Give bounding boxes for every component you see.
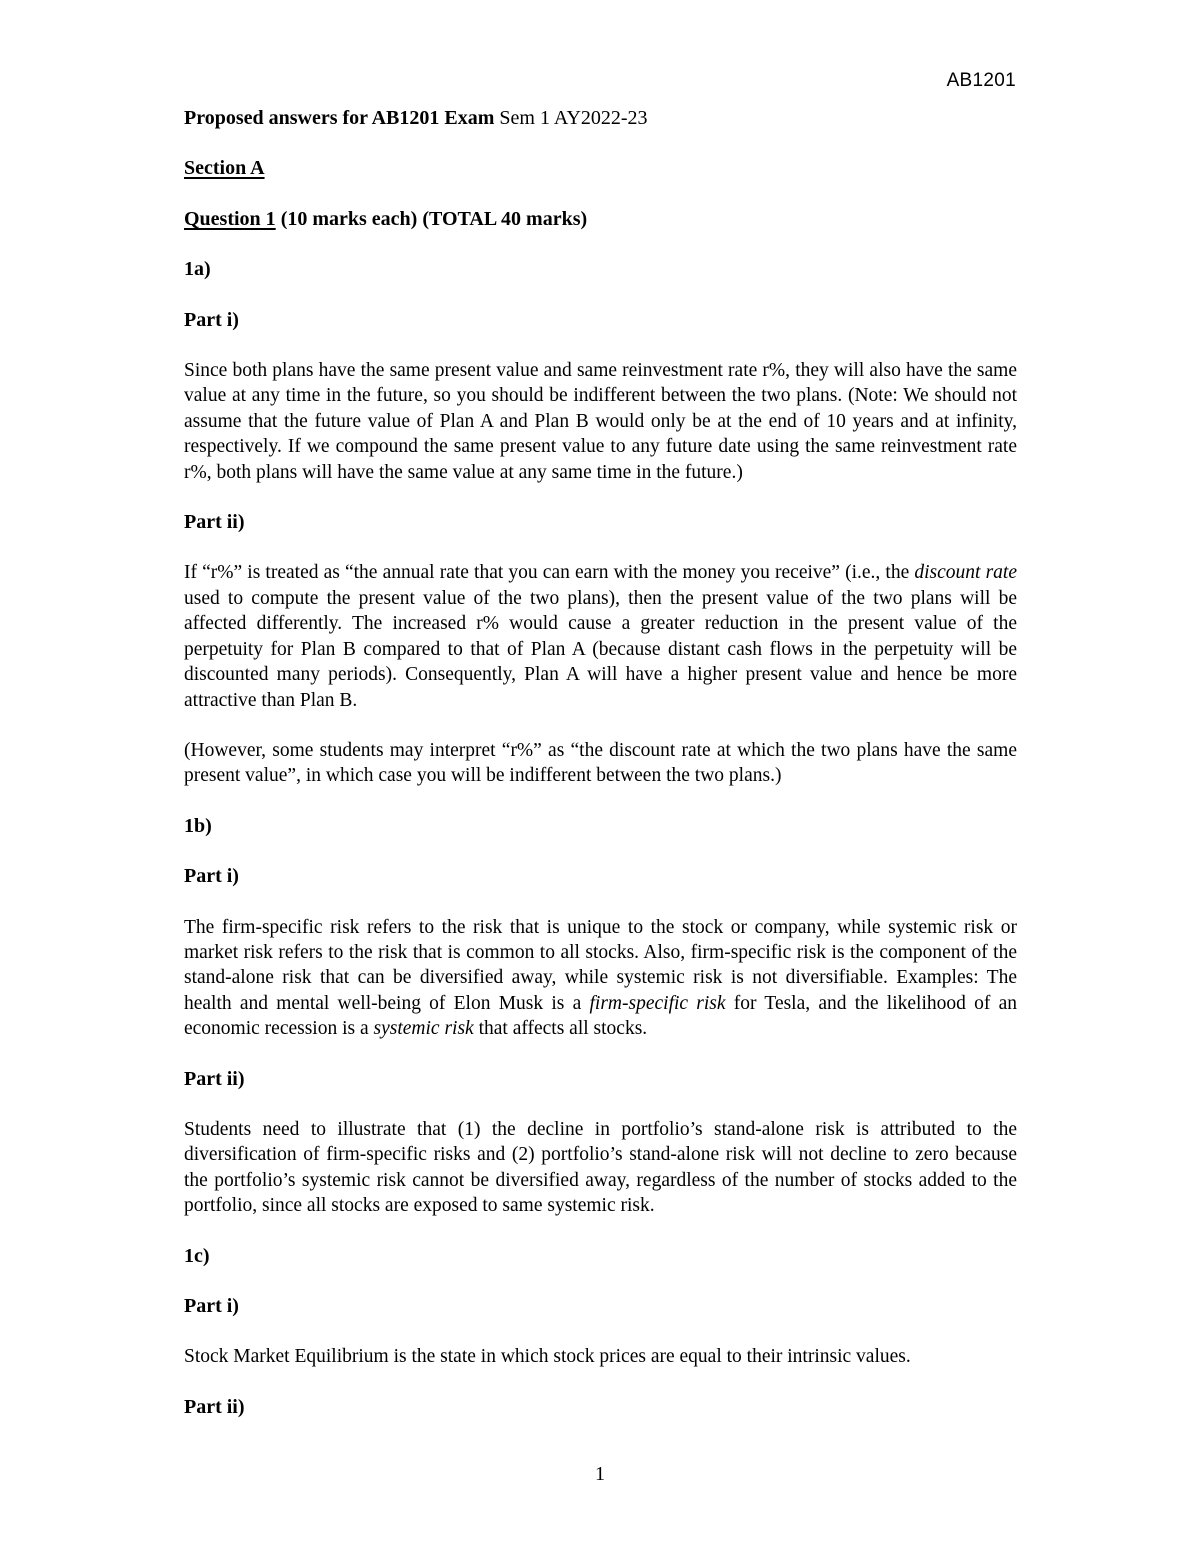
q1b-part-i-text-1: The firm-specific risk refers to the risk that is unique to the stock or company, while systemic risk or market risk refers to the risk that is common to all stocks. Also, firm-specific risk is the component of the stand-alone risk that can be diversified away, while systemic risk is not diversifiable. Examples: The health and mental well-being of Elon Musk is a [184, 916, 1017, 1014]
q1a-part-i-answer: Since both plans have the same present value and same reinvestment rate r%, they will also have the same value at any time in the future, so you should be indifferent between the two plans. (Note: We should not assume that the future value of Plan A and Plan B would only be at the end of 10 years and at infinity, respectively. If we compound the same present value to any future date using the same reinvestment rate r%, both plans will have the same value at any same time in the future.) [184, 360, 1017, 483]
section-heading-text: Section A [184, 157, 265, 180]
q1b-part-ii-answer: Students need to illustrate that (1) the decline in portfolio’s stand-alone risk is attributed to the diversification of firm-specific risks and (2) portfolio’s stand-alone risk will not decline to zero because the portfolio’s systemic risk cannot be diversified away, regardless of the number of stocks added to the portfolio, since all stocks are exposed to same systemic risk. [184, 1118, 1017, 1217]
q1b-part-i-answer [184, 915, 1017, 1042]
q1b-part-i-label: Part i) [184, 865, 239, 888]
question-heading-text: Question 1 [184, 207, 276, 230]
course-code-header: AB1201 [946, 70, 1016, 91]
q1c-part-i-answer: Stock Market Equilibrium is the state in which stock prices are equal to their intrinsic values. [184, 1346, 911, 1368]
document-title-bold: Proposed answers for AB1201 Exam [184, 107, 495, 129]
q1a-part-ii-text-1: If “r%” is treated as “the annual rate that you can earn with the money you receive” (i.e., the [184, 562, 915, 584]
page-number: 1 [595, 1463, 605, 1485]
q1a-part-ii-label: Part ii) [184, 511, 245, 534]
question-heading [184, 207, 1017, 232]
question-marks: (10 marks each) (TOTAL 40 marks) [275, 207, 588, 230]
section-heading [184, 156, 1017, 181]
q1c-part-i-label: Part i) [184, 1295, 239, 1317]
document-body [184, 106, 1017, 1445]
q1a-label: 1a) [184, 258, 211, 281]
q1a-part-ii-italic-term: discount rate [914, 562, 1017, 584]
q1a-part-i-label: Part i) [184, 308, 239, 331]
q1b-label: 1b) [184, 814, 212, 837]
q1a-part-ii-text-2: used to compute the present value of the two plans), then the present value of the two plans will be affected differently. The increased r% would cause a greater reduction in the present value of the perpetuity for Plan B compared to that of Plan A (because distant cash flows in the perpetuity will be discounted many periods). Consequently, Plan A will have a higher present value and hence be more attractive than Plan B. [184, 587, 1017, 711]
q1c-label: 1c) [184, 1244, 210, 1267]
document-title [184, 106, 1017, 131]
q1b-part-i-text-3: that affects all stocks. [473, 1018, 648, 1040]
q1b-part-ii-label: Part ii) [184, 1067, 245, 1090]
q1b-part-i-text-2: for Tesla, and the likelihood of an economic recession is a [184, 992, 1017, 1040]
q1b-part-i-italic-systemic: systemic risk [373, 1018, 474, 1040]
document-title-rest: Sem 1 AY2022-23 [494, 107, 648, 129]
q1c-part-ii-label: Part ii) [184, 1395, 245, 1418]
q1b-part-i-italic-firm-specific: firm-specific risk [589, 992, 726, 1014]
q1a-part-ii-answer [184, 560, 1017, 712]
q1a-part-ii-note: (However, some students may interpret “r%” as “the discount rate at which the two plans have the same present value”, in which case you will be indifferent between the two plans.) [184, 739, 1017, 787]
